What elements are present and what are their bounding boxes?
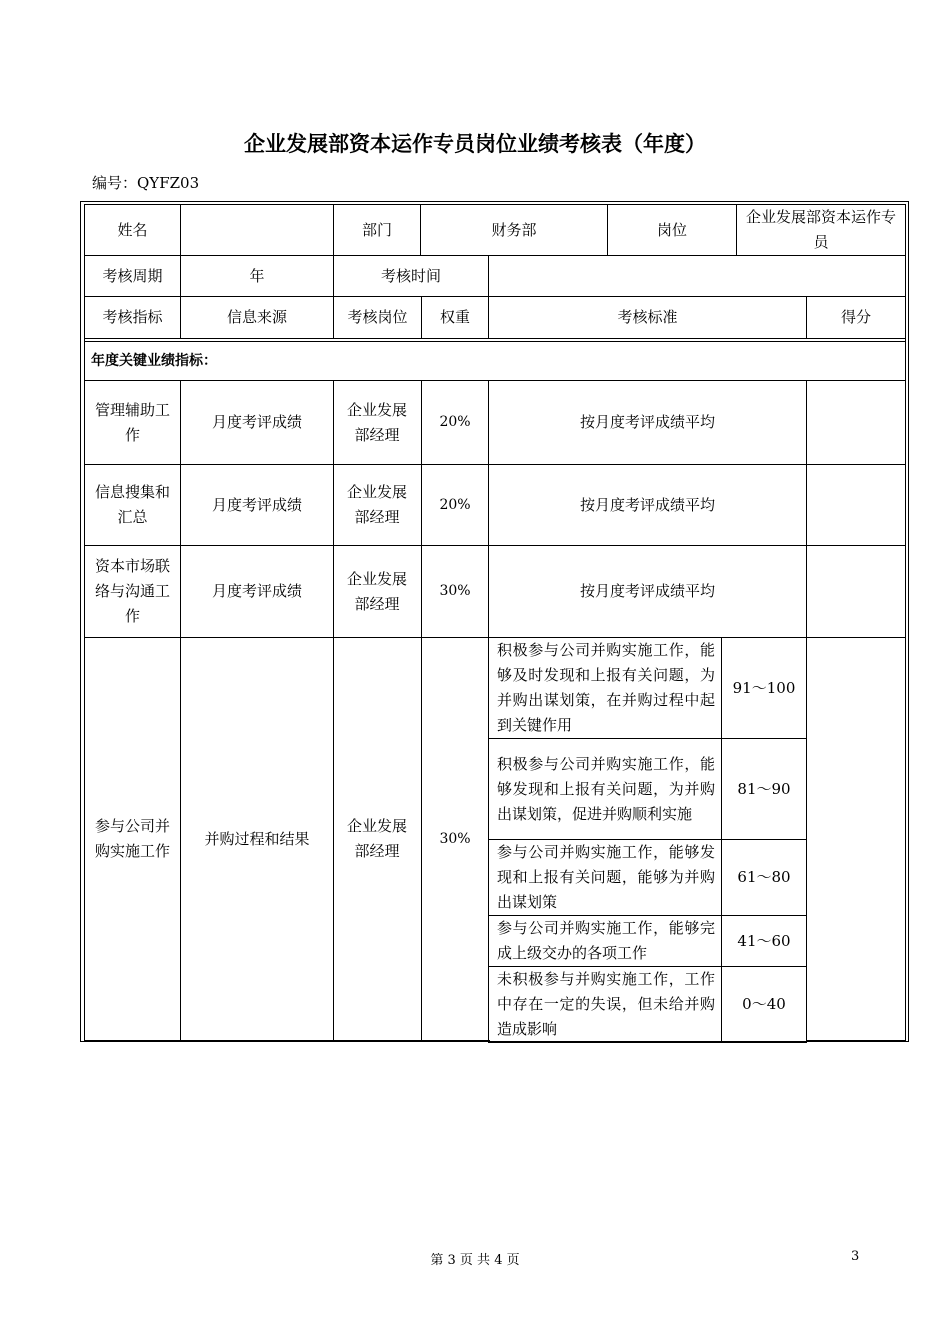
weight-cell: 30% [439,830,471,847]
weight-cell: 20% [439,414,471,430]
dept-label: 部门 [361,220,392,239]
name-value [181,205,333,255]
section-title: 年度关键业绩指标： [91,352,217,369]
standard-cell: 按月度考评成绩平均 [579,582,715,600]
weight-cell: 30% [439,583,471,599]
period-value: 年 [249,266,265,285]
post-cell: 企业发展部经理 [346,569,407,613]
post-label: 岗位 [656,220,687,239]
criteria-text: 积极参与公司并购实施工作，能够及时发现和上报有关问题，为并购出谋划策，在并购过程中起到关键作用 [497,641,715,734]
page-title: 企业发展部资本运作专员岗位业绩考核表（年度） [244,132,706,156]
col-header-indicator: 考核指标 [102,308,163,326]
criteria-text: 参与公司并购实施工作，能够完成上级交办的各项工作 [497,919,715,962]
page-number: 3 [851,1249,860,1264]
post-value: 企业发展部资本运作专员 [745,208,896,251]
score-cell [807,381,905,464]
source-cell: 月度考评成绩 [211,413,302,431]
col-header-score: 得分 [840,308,871,326]
post-cell: 企业发展部经理 [346,817,407,860]
source-cell: 月度考评成绩 [211,495,302,514]
standard-cell: 按月度考评成绩平均 [579,413,715,431]
indicator-cell: 信息搜集和汇总 [95,483,171,526]
post-cell: 企业发展部经理 [346,483,407,526]
indicator-cell: 资本市场联络与沟通工作 [95,557,171,625]
criteria-range: 0～40 [742,995,786,1013]
score-cell [807,465,905,545]
standard-cell: 按月度考评成绩平均 [579,495,715,514]
time-label: 考核时间 [380,266,441,285]
score-cell [807,638,905,1040]
period-label: 考核周期 [102,266,163,285]
document-code: 编号：QYFZ03 [92,174,200,192]
page-footer: 第 3 页 共 4 页 [430,1253,520,1268]
source-cell: 并购过程和结果 [204,829,310,848]
criteria-text: 积极参与公司并购实施工作，能够发现和上报有关问题，为并购出谋划策，促进并购顺利实施 [497,754,715,823]
indicator-cell: 管理辅助工作 [95,400,171,444]
criteria-range: 41～60 [737,931,791,950]
criteria-text: 参与公司并购实施工作，能够发现和上报有关问题，能够为并购出谋划策 [497,843,715,911]
time-value [489,256,905,296]
col-header-standard: 考核标准 [617,308,678,326]
col-header-post: 考核岗位 [347,308,408,326]
criteria-range: 91～100 [732,678,796,697]
col-header-source: 信息来源 [226,308,287,326]
indicator-cell: 参与公司并购实施工作 [95,817,171,860]
score-cell [807,546,905,637]
criteria-range: 81～90 [737,779,791,798]
weight-cell: 20% [439,496,471,513]
source-cell: 月度考评成绩 [211,582,302,600]
assessment-table [80,201,909,1042]
criteria-range: 61～80 [737,868,791,886]
name-label: 姓名 [117,220,148,239]
dept-value: 财务部 [491,220,537,239]
criteria-text: 未积极参与并购实施工作，工作中存在一定的失误，但未给并购造成影响 [497,970,715,1038]
post-cell: 企业发展部经理 [346,400,407,444]
col-header-weight: 权重 [439,308,470,326]
